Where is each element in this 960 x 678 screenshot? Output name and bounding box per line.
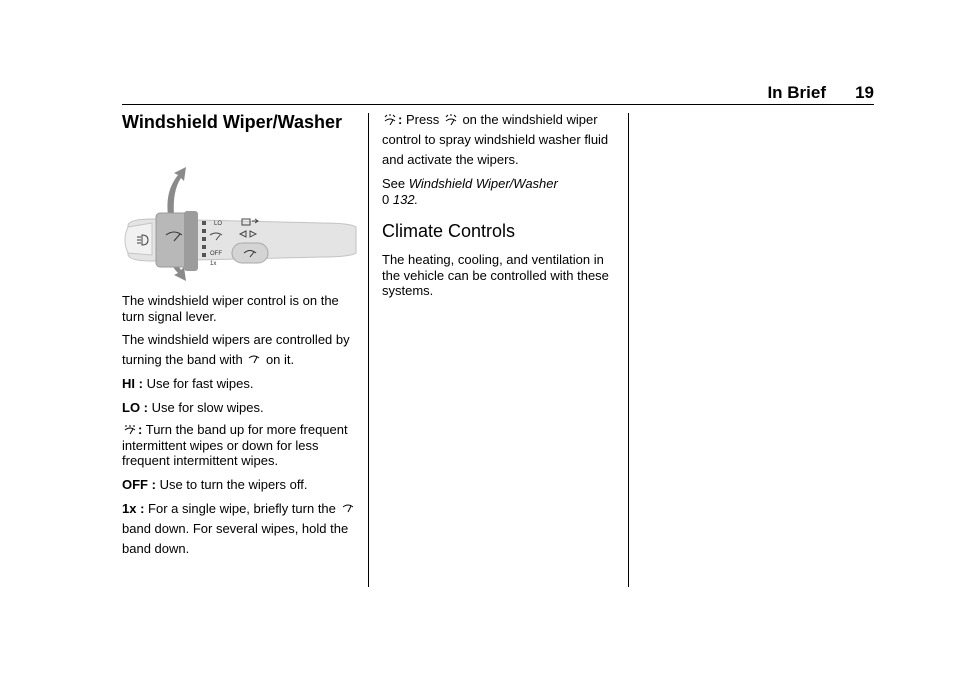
page-ref-symbol: 0: [382, 191, 390, 207]
page-number: 19: [855, 83, 874, 102]
header-rule: [122, 104, 874, 105]
washer-item: : Press on the windshield wiper control to spray windshield washer fluid and activate the wipers.: [382, 112, 609, 167]
intermittent-wiper-icon: [124, 423, 136, 435]
lo-item: LO : Use for slow wipes.: [122, 400, 264, 415]
column-divider-1: [368, 113, 369, 587]
intermittent-item: : Turn the band up for more frequent intermittent wipes or down for less frequent intermittent wipes.: [122, 422, 348, 468]
section-heading-climate: Climate Controls: [382, 221, 516, 241]
rotate-up-arrow-icon: [167, 167, 186, 215]
reference-link[interactable]: Windshield Wiper/Washer: [408, 176, 558, 191]
column-divider-2: [628, 113, 629, 587]
left-column: [122, 110, 358, 563]
single-wipe-item: 1x : For a single wipe, briefly turn the band down. For several wipes, hold the band down.: [122, 499, 358, 559]
section-heading-wiper: Windshield Wiper/Washer: [122, 112, 343, 132]
single-wipe-label: 1x: [210, 261, 217, 267]
wiper-band-icon: [248, 353, 260, 365]
climate-paragraph: The heating, cooling, and ventilation in the vehicle can be controlled with these systems.: [382, 252, 609, 298]
off-label: OFF: [210, 251, 222, 257]
see-reference: See Windshield Wiper/Washer 0 132.: [382, 176, 558, 207]
band-paragraph: The windshield wipers are controlled by turning the band with on it.: [122, 332, 350, 367]
reference-page[interactable]: 132.: [392, 191, 419, 207]
chapter-title: In Brief: [767, 83, 826, 102]
wiper-band-icon: [342, 502, 354, 514]
hi-item: HI : Use for fast wipes.: [122, 376, 254, 391]
wiper-lever-illustration: [122, 143, 358, 283]
middle-column: [382, 110, 618, 305]
intro-paragraph: The windshield wiper control is on the turn signal lever.: [122, 293, 339, 324]
lo-label: LO: [214, 221, 223, 227]
page-header: [122, 83, 874, 105]
off-item: OFF : Use to turn the wipers off.: [122, 476, 308, 492]
washer-icon: [445, 113, 457, 125]
washer-icon: [384, 113, 396, 125]
